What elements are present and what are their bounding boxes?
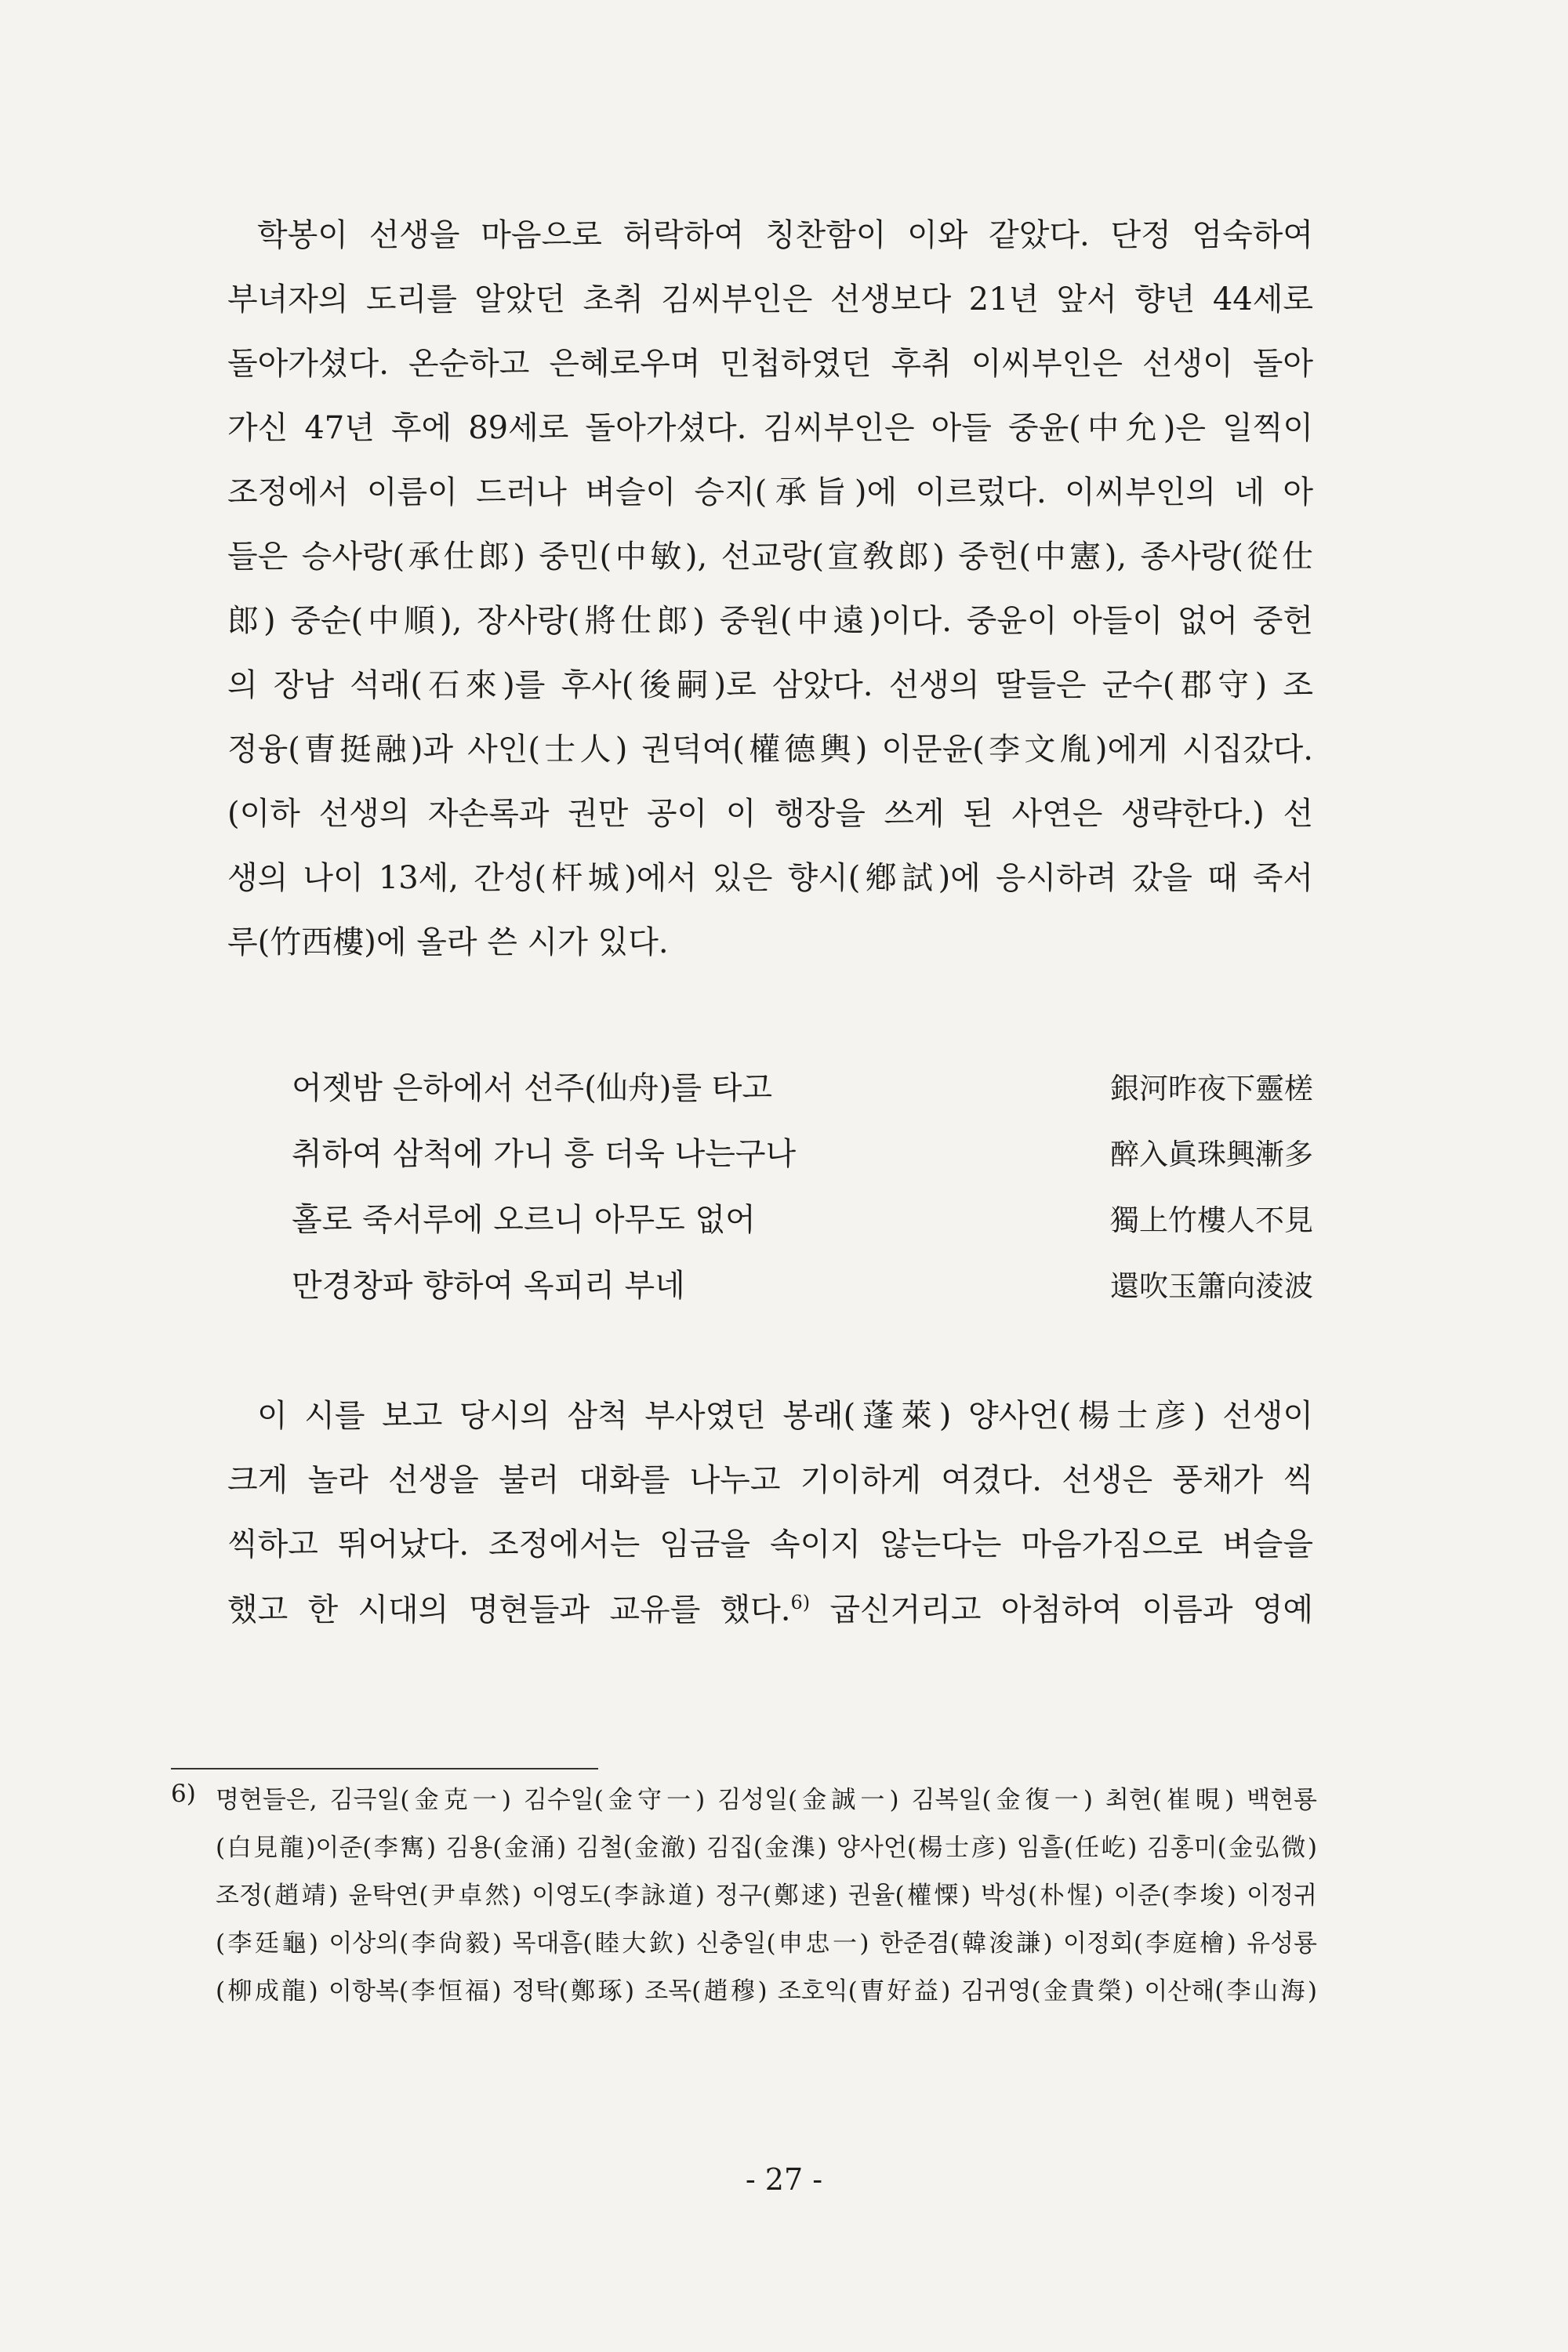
footnote-line: 조정(趙靖) 윤탁연(尹卓然) 이영도(李詠道) 정구(鄭逑) 권율(權慄) 박성(朴惺) 이준(李埈) 이정귀 <box>216 1882 1317 1910</box>
paragraph-line: 郎) 중순(中順), 장사랑(將仕郎) 중원(中遠)이다. 중윤이 아들이 없어 중헌 <box>227 603 1313 639</box>
footnote-line: (柳成龍) 이항복(李恒福) 정탁(鄭琢) 조목(趙穆) 조호익(曺好益) 김귀영(金貴榮) 이산해(李山海) <box>216 1977 1317 2005</box>
paragraph-line: 들은 승사랑(承仕郎) 중민(中敏), 선교랑(宣敎郎) 중헌(中憲), 종사랑(從仕 <box>227 539 1313 575</box>
paragraph-line: 부녀자의 도리를 알았던 초취 김씨부인은 선생보다 21년 앞서 향년 44세로 <box>227 281 1313 318</box>
paragraph-text: 했고 한 시대의 명현들과 교유를 했다. <box>227 1592 791 1628</box>
paragraph-line: 생의 나이 13세, 간성(杆城)에서 있은 향시(鄕試)에 응시하려 갔을 때 죽서 <box>227 860 1313 896</box>
paragraph-line: 조정에서 이름이 드러나 벼슬이 승지(承旨)에 이르렀다. 이씨부인의 네 아 <box>227 474 1313 510</box>
paragraph-line: 이 시를 보고 당시의 삼척 부사였던 봉래(蓬萊) 양사언(楊士彦) 선생이 <box>257 1398 1313 1434</box>
paragraph-line: 정융(曺挺融)과 사인(士人) 권덕여(權德輿) 이문윤(李文胤)에게 시집갔다. <box>227 731 1313 768</box>
paragraph-line: 루(竹西樓)에 올라 쓴 시가 있다. <box>227 924 669 960</box>
paragraph-line: 돌아가셨다. 온순하고 은혜로우며 민첩하였던 후취 이씨부인은 선생이 돌아 <box>227 346 1313 382</box>
paragraph-line: 크게 놀라 선생을 불러 대화를 나누고 기이하게 여겼다. 선생은 풍채가 씩 <box>227 1462 1313 1498</box>
footnote-line: (李廷龜) 이상의(李尙毅) 목대흠(睦大欽) 신충일(申忠一) 한준겸(韓浚謙) 이정회(李庭檜) 유성룡 <box>216 1929 1317 1958</box>
poem-chinese-line: 獨上竹樓人不見 <box>1110 1203 1313 1237</box>
paragraph-line: 가신 47년 후에 89세로 돌아가셨다. 김씨부인은 아들 중윤(中允)은 일찍이 <box>227 410 1313 446</box>
paragraph-text: 굽신거리고 아첨하여 이름과 영예 <box>810 1592 1313 1628</box>
footnote-reference: 6) <box>790 1592 811 1613</box>
page-number: - 27 - <box>745 2162 823 2197</box>
poem-chinese-line: 銀河昨夜下靈槎 <box>1110 1072 1313 1105</box>
poem-chinese-line: 還吹玉簫向淩波 <box>1110 1269 1313 1303</box>
paragraph-line: 씩하고 뛰어났다. 조정에서는 임금을 속이지 않는다는 마음가짐으로 벼슬을 <box>227 1526 1313 1563</box>
footnote-marker: 6) <box>171 1780 196 1808</box>
paragraph-line: 학봉이 선생을 마음으로 허락하여 칭찬함이 이와 같았다. 단정 엄숙하여 <box>257 217 1313 253</box>
poem-korean-line: 만경창파 향하여 옥피리 부네 <box>292 1268 685 1304</box>
poem-korean-line: 취하여 삼척에 가니 흥 더욱 나는구나 <box>292 1136 797 1172</box>
poem-chinese-line: 醉入眞珠興漸多 <box>1110 1138 1313 1171</box>
poem-korean-line: 어젯밤 은하에서 선주(仙舟)를 타고 <box>292 1070 773 1106</box>
footnote-line: (白見龍)이준(李寯) 김용(金涌) 김철(金澈) 김집(金潗) 양사언(楊士彦) 임흘(任屹) 김홍미(金弘微) <box>216 1834 1317 1862</box>
paragraph-line <box>227 1592 1313 1628</box>
paragraph-line: 의 장남 석래(石來)를 후사(後嗣)로 삼았다. 선생의 딸들은 군수(郡守) 조 <box>227 667 1313 703</box>
footnote-divider <box>171 1768 598 1769</box>
poem-korean-line: 홀로 죽서루에 오르니 아무도 없어 <box>292 1202 756 1238</box>
footnote-line: 명현들은, 김극일(金克一) 김수일(金守一) 김성일(金誠一) 김복일(金復一) 최현(崔晛) 백현룡 <box>216 1786 1317 1814</box>
paragraph-line: (이하 선생의 자손록과 권만 공이 이 행장을 쓰게 된 사연은 생략한다.) 선 <box>227 796 1313 832</box>
